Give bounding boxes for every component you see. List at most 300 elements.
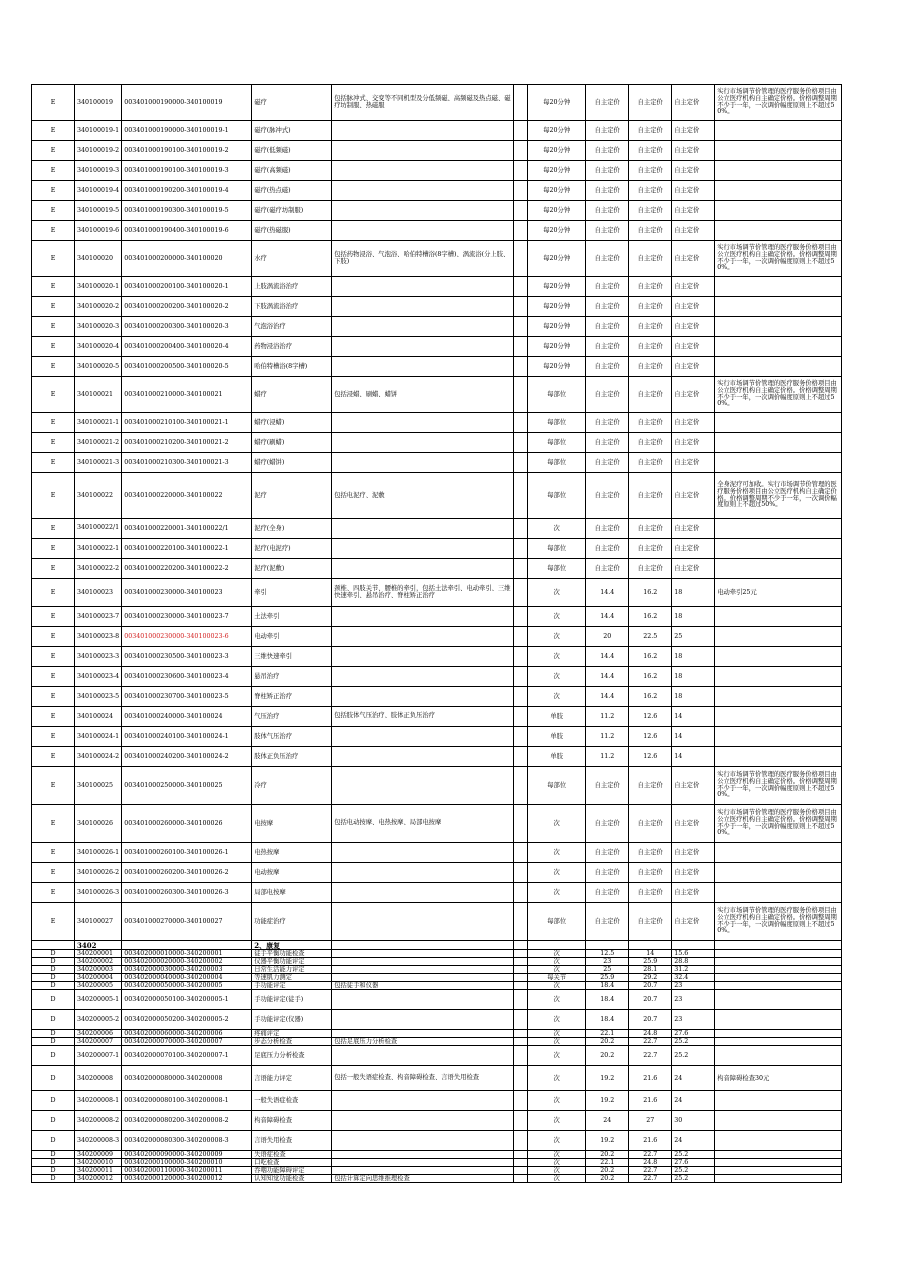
category-cell: E: [32, 747, 75, 767]
full-code-cell: 003401000200200-340100020-2: [122, 297, 252, 317]
unit-cell: [528, 941, 586, 950]
blank-cell: [514, 1046, 528, 1066]
category-cell: D: [32, 974, 75, 982]
full-code-cell: 003401000200000-340100020: [122, 241, 252, 277]
full-code-cell: 003402000050000-340200005: [122, 982, 252, 990]
item-code-cell: 340100022-2: [75, 559, 122, 579]
price-level-3-cell: 自主定价: [672, 863, 715, 883]
item-code-cell: 340100021-3: [75, 453, 122, 473]
price-level-3-cell: 14: [672, 727, 715, 747]
full-code-cell: 003401000260200-340100026-2: [122, 863, 252, 883]
blank-cell: [514, 1111, 528, 1131]
full-code-cell: 003402000050100-340200005-1: [122, 990, 252, 1010]
full-code-cell: 003402000080200-340200008-2: [122, 1111, 252, 1131]
blank-cell: [514, 747, 528, 767]
category-cell: E: [32, 805, 75, 843]
price-level-3-cell: 14: [672, 747, 715, 767]
item-name-cell: 电热按摩: [252, 843, 332, 863]
item-code-cell: 340100020-4: [75, 337, 122, 357]
category-cell: E: [32, 767, 75, 805]
price-level-1-cell: 18.4: [586, 1010, 629, 1030]
category-cell: E: [32, 883, 75, 903]
table-row: [32, 843, 842, 863]
blank-cell: [514, 277, 528, 297]
blank-cell: [514, 805, 528, 843]
item-code-cell: 340100021-1: [75, 413, 122, 433]
blank-cell: [514, 121, 528, 141]
table-row: [32, 767, 842, 805]
item-name-cell: 口吃检查: [252, 1159, 332, 1167]
price-level-1-cell: 自主定价: [586, 277, 629, 297]
table-row: [32, 1131, 842, 1151]
price-level-3-cell: 23: [672, 1010, 715, 1030]
full-code-cell: 003401000210300-340100021-3: [122, 453, 252, 473]
blank-cell: [514, 843, 528, 863]
category-cell: E: [32, 539, 75, 559]
price-level-3-cell: 自主定价: [672, 85, 715, 121]
price-level-1-cell: 14.4: [586, 667, 629, 687]
content-cell: 包括肢体气压治疗、肢体正负压治疗: [332, 707, 514, 727]
price-level-2-cell: 自主定价: [629, 453, 672, 473]
full-code-cell: 003401000200300-340100020-3: [122, 317, 252, 337]
price-level-1-cell: 自主定价: [586, 317, 629, 337]
item-name-cell: 2、康复: [252, 941, 332, 950]
category-cell: E: [32, 181, 75, 201]
full-code-cell: 003401000210000-340100021: [122, 377, 252, 413]
content-cell: [332, 767, 514, 805]
price-level-2-cell: 自主定价: [629, 161, 672, 181]
item-name-cell: 手功能评定: [252, 982, 332, 990]
content-cell: [332, 727, 514, 747]
category-cell: E: [32, 161, 75, 181]
price-level-3-cell: 自主定价: [672, 121, 715, 141]
full-code-cell: 003402000090000-340200009: [122, 1151, 252, 1159]
unit-cell: 单肢: [528, 707, 586, 727]
note-cell: [715, 1046, 842, 1066]
table-row: [32, 413, 842, 433]
full-code-cell: [122, 941, 252, 950]
table-row: [32, 221, 842, 241]
unit-cell: 每20分钟: [528, 317, 586, 337]
table-row: [32, 1175, 842, 1183]
full-code-cell: 003401000220001-340100022/1: [122, 519, 252, 539]
item-code-cell: 340100024: [75, 707, 122, 727]
price-level-2-cell: 21.6: [629, 1131, 672, 1151]
content-cell: [332, 297, 514, 317]
price-level-1-cell: 20.2: [586, 1175, 629, 1183]
price-level-2-cell: 自主定价: [629, 377, 672, 413]
full-code-cell: 003401000260300-340100026-3: [122, 883, 252, 903]
price-level-3-cell: 自主定价: [672, 181, 715, 201]
item-name-cell: 蜡疗(刷蜡): [252, 433, 332, 453]
unit-cell: 每部位: [528, 377, 586, 413]
item-name-cell: 局部电按摩: [252, 883, 332, 903]
blank-cell: [514, 377, 528, 413]
price-table-body: [32, 85, 842, 1183]
content-cell: [332, 337, 514, 357]
item-name-cell: 失语症检查: [252, 1151, 332, 1159]
item-code-cell: 340100026-3: [75, 883, 122, 903]
item-code-cell: 340200008: [75, 1066, 122, 1091]
unit-cell: 每部位: [528, 767, 586, 805]
full-code-cell: 003401000260000-340100026: [122, 805, 252, 843]
full-code-cell: 003401000200400-340100020-4: [122, 337, 252, 357]
content-cell: [332, 221, 514, 241]
full-code-cell: 003401000190200-340100019-4: [122, 181, 252, 201]
price-level-3-cell: 25.2: [672, 1046, 715, 1066]
unit-cell: 次: [528, 843, 586, 863]
item-code-cell: 340100026-1: [75, 843, 122, 863]
item-code-cell: 340100020-1: [75, 277, 122, 297]
category-cell: D: [32, 1131, 75, 1151]
item-code-cell: 340100019-6: [75, 221, 122, 241]
table-row: [32, 141, 842, 161]
item-name-cell: 言语失用检查: [252, 1131, 332, 1151]
category-cell: D: [32, 1167, 75, 1175]
table-row: [32, 539, 842, 559]
category-cell: E: [32, 667, 75, 687]
price-level-2-cell: 28.1: [629, 966, 672, 974]
price-level-1-cell: 20.2: [586, 1046, 629, 1066]
price-level-2-cell: 自主定价: [629, 433, 672, 453]
table-row: [32, 357, 842, 377]
table-row: [32, 337, 842, 357]
full-code-cell: 003402000060000-340200006: [122, 1030, 252, 1038]
price-level-1-cell: 自主定价: [586, 863, 629, 883]
item-code-cell: 340100023-5: [75, 687, 122, 707]
price-level-2-cell: 27: [629, 1111, 672, 1131]
item-name-cell: 气压治疗: [252, 707, 332, 727]
blank-cell: [514, 519, 528, 539]
item-code-cell: 340200012: [75, 1175, 122, 1183]
item-name-cell: 步态分析检查: [252, 1038, 332, 1046]
price-level-3-cell: 18: [672, 667, 715, 687]
item-code-cell: 340100020-5: [75, 357, 122, 377]
table-row: [32, 982, 842, 990]
price-level-3-cell: 自主定价: [672, 357, 715, 377]
price-level-3-cell: 18: [672, 607, 715, 627]
price-level-3-cell: 自主定价: [672, 161, 715, 181]
unit-cell: 次: [528, 990, 586, 1010]
price-level-1-cell: 自主定价: [586, 357, 629, 377]
category-cell: E: [32, 903, 75, 941]
content-cell: [332, 357, 514, 377]
blank-cell: [514, 201, 528, 221]
unit-cell: 次: [528, 966, 586, 974]
price-level-2-cell: 16.2: [629, 607, 672, 627]
full-code-cell: 003401000270000-340100027: [122, 903, 252, 941]
blank-cell: [514, 1167, 528, 1175]
full-code-cell: 003402000070000-340200007: [122, 1038, 252, 1046]
item-name-cell: 磁疗(热磁服): [252, 221, 332, 241]
unit-cell: 次: [528, 519, 586, 539]
price-level-3-cell: 自主定价: [672, 337, 715, 357]
item-code-cell: 340200009: [75, 1151, 122, 1159]
price-level-1-cell: 14.4: [586, 607, 629, 627]
price-level-3-cell: 自主定价: [672, 453, 715, 473]
price-level-3-cell: 25.2: [672, 1175, 715, 1183]
note-cell: [715, 277, 842, 297]
note-cell: [715, 941, 842, 950]
full-code-cell: 003401000230000-340100023-6: [122, 627, 252, 647]
price-level-3-cell: 自主定价: [672, 519, 715, 539]
note-cell: [715, 539, 842, 559]
unit-cell: 次: [528, 958, 586, 966]
unit-cell: 次: [528, 1131, 586, 1151]
price-level-2-cell: 自主定价: [629, 883, 672, 903]
table-row: [32, 990, 842, 1010]
item-name-cell: 认知知觉功能检查: [252, 1175, 332, 1183]
category-cell: E: [32, 579, 75, 607]
price-level-1-cell: 自主定价: [586, 843, 629, 863]
unit-cell: 每部位: [528, 473, 586, 519]
item-name-cell: 药物浸浴治疗: [252, 337, 332, 357]
blank-cell: [514, 767, 528, 805]
price-level-1-cell: 自主定价: [586, 903, 629, 941]
item-name-cell: 手功能评定(徒手): [252, 990, 332, 1010]
price-level-1-cell: 自主定价: [586, 201, 629, 221]
price-level-2-cell: 12.6: [629, 707, 672, 727]
note-cell: [715, 1151, 842, 1159]
content-cell: [332, 519, 514, 539]
blank-cell: [514, 966, 528, 974]
content-cell: [332, 843, 514, 863]
note-cell: [715, 453, 842, 473]
price-level-2-cell: 22.7: [629, 1151, 672, 1159]
price-level-2-cell: 12.6: [629, 747, 672, 767]
content-cell: [332, 1151, 514, 1159]
price-level-3-cell: 自主定价: [672, 141, 715, 161]
category-cell: E: [32, 221, 75, 241]
full-code-cell: 003402000080000-340200008: [122, 1066, 252, 1091]
blank-cell: [514, 1010, 528, 1030]
item-name-cell: 泥疗: [252, 473, 332, 519]
price-level-1-cell: 自主定价: [586, 85, 629, 121]
price-level-2-cell: 自主定价: [629, 767, 672, 805]
price-level-2-cell: 自主定价: [629, 843, 672, 863]
full-code-cell: 003402000040000-340200004: [122, 974, 252, 982]
price-level-1-cell: 18.4: [586, 990, 629, 1010]
table-row: [32, 453, 842, 473]
category-cell: E: [32, 473, 75, 519]
full-code-cell: 003401000230700-340100023-5: [122, 687, 252, 707]
note-cell: [715, 883, 842, 903]
full-code-cell: 003401000240200-340100024-2: [122, 747, 252, 767]
item-name-cell: 肢体正负压治疗: [252, 747, 332, 767]
blank-cell: [514, 221, 528, 241]
content-cell: [332, 667, 514, 687]
price-level-1-cell: 12.5: [586, 950, 629, 958]
blank-cell: [514, 241, 528, 277]
unit-cell: 次: [528, 1159, 586, 1167]
table-row: [32, 161, 842, 181]
item-name-cell: 疼痛评定: [252, 1030, 332, 1038]
item-code-cell: 340200004: [75, 974, 122, 982]
note-cell: 实行市场调节价管理的医疗服务价格项目由公立医疗机构自主确定价格。价格调整周期不少于一年，一次调价幅度原则上不超过50%。: [715, 241, 842, 277]
item-name-cell: 磁疗(磁疗坊制服): [252, 201, 332, 221]
blank-cell: [514, 85, 528, 121]
price-level-1-cell: 23: [586, 958, 629, 966]
note-cell: [715, 727, 842, 747]
table-row: [32, 201, 842, 221]
content-cell: [332, 747, 514, 767]
price-level-2-cell: 自主定价: [629, 317, 672, 337]
note-cell: [715, 337, 842, 357]
note-cell: [715, 201, 842, 221]
table-row: [32, 297, 842, 317]
price-level-1-cell: 19.2: [586, 1091, 629, 1111]
item-code-cell: 340100023-4: [75, 667, 122, 687]
price-level-3-cell: 27.6: [672, 1159, 715, 1167]
category-cell: E: [32, 627, 75, 647]
content-cell: 颈椎、四肢关节、腰椎的牵引，包括土法牵引、电动牵引、三维快速牵引、悬吊治疗、脊柱矫正治疗: [332, 579, 514, 607]
price-level-2-cell: 29.2: [629, 974, 672, 982]
content-cell: [332, 950, 514, 958]
blank-cell: [514, 903, 528, 941]
price-level-1-cell: 14.4: [586, 647, 629, 667]
full-code-cell: 003401000190000-340100019-1: [122, 121, 252, 141]
blank-cell: [514, 1131, 528, 1151]
content-cell: [332, 317, 514, 337]
note-cell: [715, 1111, 842, 1131]
price-level-2-cell: 12.6: [629, 727, 672, 747]
item-name-cell: 言语能力评定: [252, 1066, 332, 1091]
item-name-cell: 悬吊治疗: [252, 667, 332, 687]
note-cell: [715, 1091, 842, 1111]
unit-cell: 单肢: [528, 747, 586, 767]
item-name-cell: 功能症治疗: [252, 903, 332, 941]
price-level-1-cell: 14.4: [586, 687, 629, 707]
price-level-3-cell: 自主定价: [672, 241, 715, 277]
price-level-2-cell: 自主定价: [629, 539, 672, 559]
full-code-cell: 003401000190100-340100019-3: [122, 161, 252, 181]
unit-cell: 次: [528, 579, 586, 607]
content-cell: [332, 974, 514, 982]
category-cell: E: [32, 141, 75, 161]
note-cell: 实行市场调节价管理的医疗服务价格项目由公立医疗机构自主确定价格。价格调整周期不少于一年，一次调价幅度原则上不超过50%。: [715, 903, 842, 941]
price-level-2-cell: 自主定价: [629, 141, 672, 161]
category-cell: E: [32, 843, 75, 863]
blank-cell: [514, 1066, 528, 1091]
price-level-2-cell: 自主定价: [629, 413, 672, 433]
note-cell: [715, 950, 842, 958]
item-name-cell: 电按摩: [252, 805, 332, 843]
unit-cell: 次: [528, 1010, 586, 1030]
item-name-cell: 三维快速牵引: [252, 647, 332, 667]
table-row: [32, 974, 842, 982]
price-level-1-cell: 自主定价: [586, 433, 629, 453]
table-row: [32, 519, 842, 539]
category-cell: E: [32, 413, 75, 433]
item-name-cell: 上肢涡流浴治疗: [252, 277, 332, 297]
note-cell: [715, 647, 842, 667]
content-cell: [332, 453, 514, 473]
item-code-cell: 340100024-2: [75, 747, 122, 767]
content-cell: [332, 277, 514, 297]
note-cell: 全身泥疗可加收。实行市场调节价管理的医疗服务价格项目由公立医疗机构自主确定价格。价格调整周期不少于一年，一次调价幅度原则上不超过50%。: [715, 473, 842, 519]
category-cell: D: [32, 1010, 75, 1030]
price-level-2-cell: 14: [629, 950, 672, 958]
item-name-cell: 牵引: [252, 579, 332, 607]
price-level-1-cell: 自主定价: [586, 297, 629, 317]
full-code-cell: 003401000220200-340100022-2: [122, 559, 252, 579]
price-level-3-cell: 18: [672, 579, 715, 607]
item-code-cell: 340100023-3: [75, 647, 122, 667]
price-level-3-cell: 28.8: [672, 958, 715, 966]
price-level-3-cell: 18: [672, 687, 715, 707]
category-cell: E: [32, 647, 75, 667]
content-cell: [332, 1091, 514, 1111]
table-row: [32, 667, 842, 687]
full-code-cell: 003401000190000-340100019: [122, 85, 252, 121]
table-row: [32, 377, 842, 413]
price-level-2-cell: 自主定价: [629, 473, 672, 519]
unit-cell: 每20分钟: [528, 85, 586, 121]
content-cell: [332, 161, 514, 181]
table-row: [32, 85, 842, 121]
blank-cell: [514, 667, 528, 687]
item-code-cell: 340200002: [75, 958, 122, 966]
note-cell: [715, 958, 842, 966]
note-cell: [715, 707, 842, 727]
unit-cell: 次: [528, 647, 586, 667]
content-cell: [332, 627, 514, 647]
table-row: [32, 433, 842, 453]
category-cell: D: [32, 982, 75, 990]
price-level-3-cell: 15.6: [672, 950, 715, 958]
price-level-2-cell: 21.6: [629, 1091, 672, 1111]
table-row: [32, 1030, 842, 1038]
price-level-2-cell: 自主定价: [629, 337, 672, 357]
item-code-cell: 340200006: [75, 1030, 122, 1038]
table-row: [32, 1038, 842, 1046]
unit-cell: 每20分钟: [528, 161, 586, 181]
category-cell: E: [32, 453, 75, 473]
content-cell: 包括一般失语症检查、构音障碍检查、言语失用检查: [332, 1066, 514, 1091]
item-code-cell: 340200008-3: [75, 1131, 122, 1151]
price-level-1-cell: 14.4: [586, 579, 629, 607]
full-code-cell: 003402000110000-340200011: [122, 1167, 252, 1175]
content-cell: [332, 903, 514, 941]
item-name-cell: 磁疗(脉冲式): [252, 121, 332, 141]
full-code-cell: 003401000230600-340100023-4: [122, 667, 252, 687]
note-cell: [715, 357, 842, 377]
price-level-3-cell: 自主定价: [672, 843, 715, 863]
price-level-3-cell: 27.6: [672, 1030, 715, 1038]
item-code-cell: 340100026-2: [75, 863, 122, 883]
blank-cell: [514, 958, 528, 966]
category-cell: D: [32, 1030, 75, 1038]
item-name-cell: 冷疗: [252, 767, 332, 805]
item-name-cell: 仪器平衡功能评定: [252, 958, 332, 966]
price-level-3-cell: 自主定价: [672, 473, 715, 519]
content-cell: [332, 1046, 514, 1066]
item-name-cell: 肢体气压治疗: [252, 727, 332, 747]
item-code-cell: 340100019-1: [75, 121, 122, 141]
note-cell: [715, 161, 842, 181]
blank-cell: [514, 1151, 528, 1159]
category-cell: D: [32, 1038, 75, 1046]
item-code-cell: 340200001: [75, 950, 122, 958]
blank-cell: [514, 413, 528, 433]
note-cell: [715, 181, 842, 201]
item-code-cell: 340100026: [75, 805, 122, 843]
category-cell: D: [32, 958, 75, 966]
table-row: [32, 1066, 842, 1091]
category-cell: E: [32, 707, 75, 727]
full-code-cell: 003401000220100-340100022-1: [122, 539, 252, 559]
price-level-3-cell: 23: [672, 982, 715, 990]
